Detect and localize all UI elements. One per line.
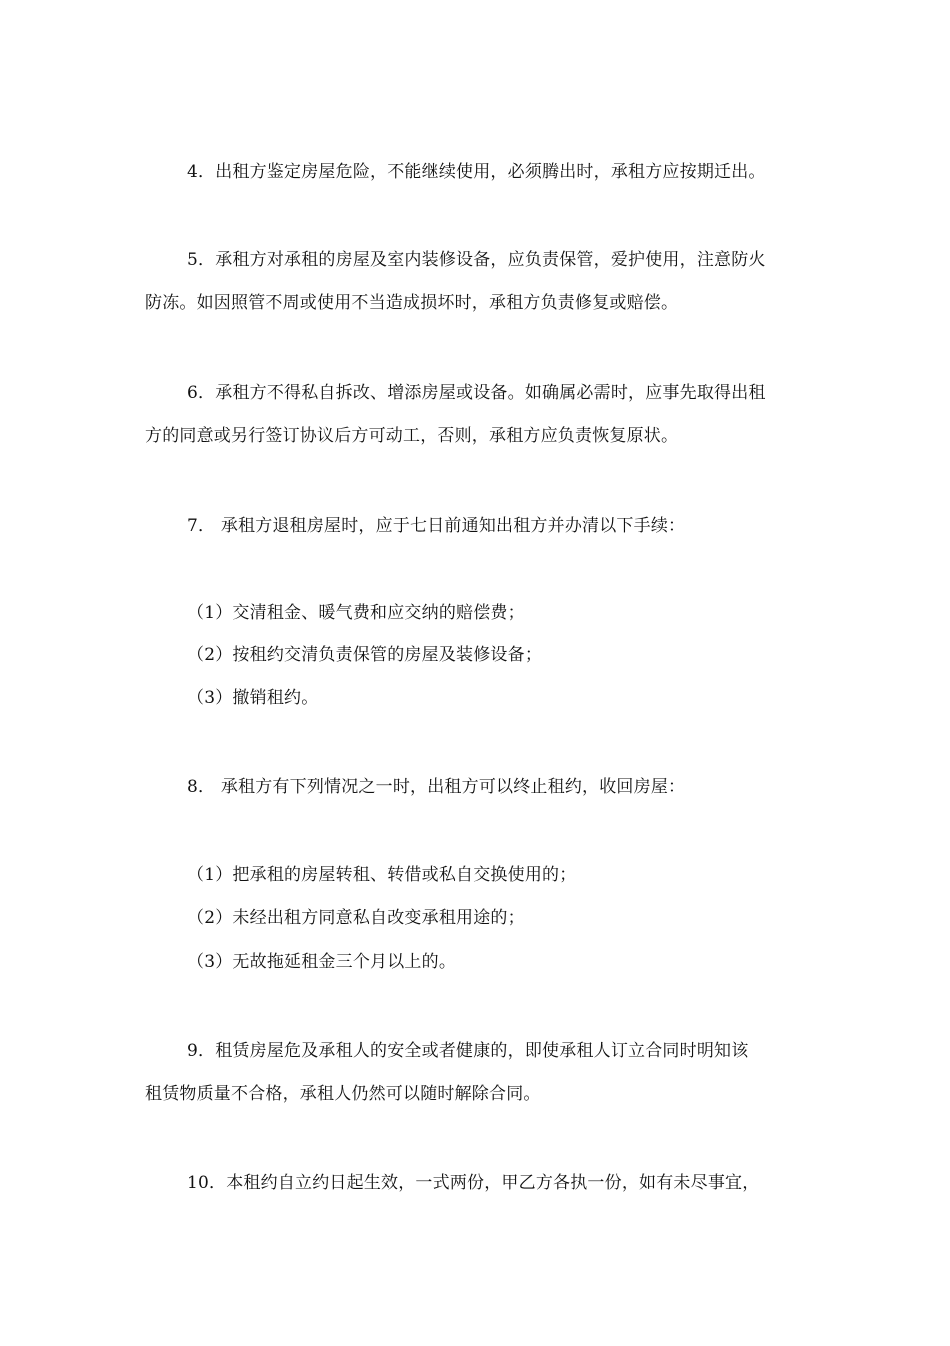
clause-8-item-1: （1）把承租的房屋转租、转借或私自交换使用的； [187, 865, 577, 885]
clause-8-item-2: （2）未经出租方同意私自改变承租用途的； [187, 908, 525, 928]
clause-6-line-2: 方的同意或另行签订协议后方可动工，否则，承租方应负责恢复原状。 [145, 426, 679, 446]
clause-9-line-1: 9．租赁房屋危及承租人的安全或者健康的，即使承租人订立合同时明知该 [187, 1041, 749, 1061]
clause-10-line-1: 10．本租约自立约日起生效，一式两份，甲乙方各执一份，如有未尽事宜， [187, 1173, 760, 1193]
clause-4-line-1: 4．出租方鉴定房屋危险，不能继续使用，必须腾出时，承租方应按期迁出。 [187, 162, 766, 182]
clause-7-line-1: 7． 承租方退租房屋时，应于七日前通知出租方并办清以下手续： [187, 516, 686, 536]
clause-9-line-2: 租赁物质量不合格，承租人仍然可以随时解除合同。 [145, 1084, 541, 1104]
clause-8-line-1: 8． 承租方有下列情况之一时，出租方可以终止租约，收回房屋： [187, 777, 686, 797]
clause-8-item-3: （3）无故拖延租金三个月以上的。 [187, 952, 457, 972]
clause-7-item-3: （3）撤销租约。 [187, 688, 319, 708]
clause-5-line-1: 5．承租方对承租的房屋及室内装修设备，应负责保管，爱护使用，注意防火 [187, 250, 766, 270]
clause-7-item-2: （2）按租约交清负责保管的房屋及装修设备； [187, 645, 543, 665]
clause-6-line-1: 6．承租方不得私自拆改、增添房屋或设备。如确属必需时，应事先取得出租 [187, 383, 766, 403]
clause-5-line-2: 防冻。如因照管不周或使用不当造成损坏时，承租方负责修复或赔偿。 [145, 293, 679, 313]
clause-7-item-1: （1）交清租金、暖气费和应交纳的赔偿费； [187, 603, 525, 623]
